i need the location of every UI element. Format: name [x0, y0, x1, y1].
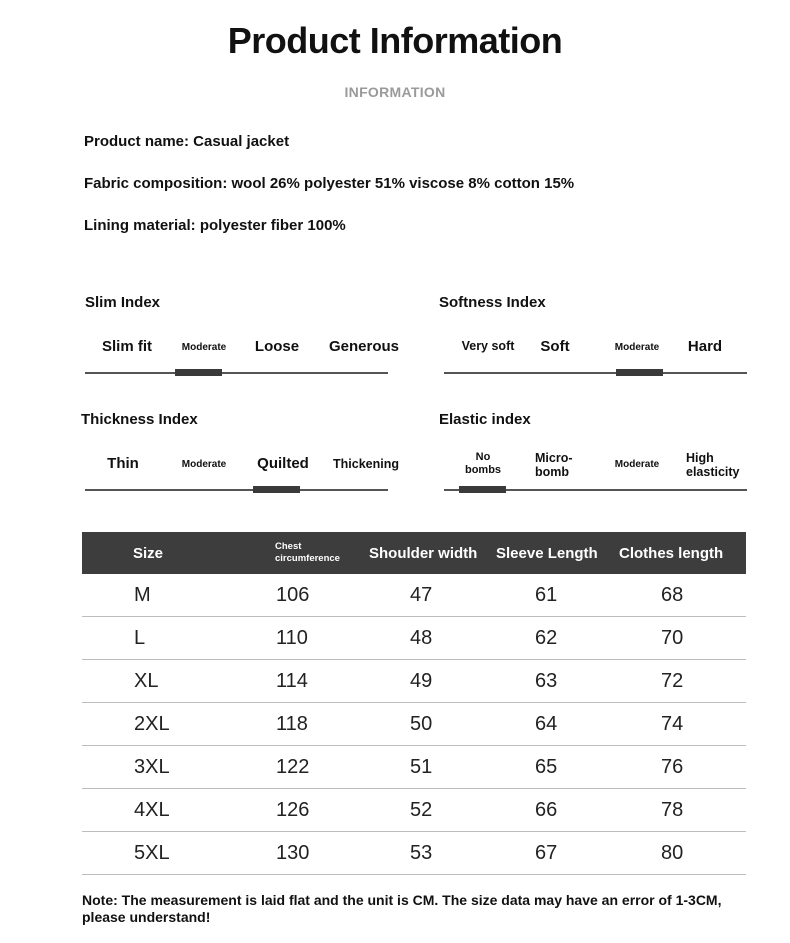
elastic-scale-marker	[459, 486, 506, 493]
softness-label-soft: Soft	[540, 338, 570, 355]
cell-sleeve: 66	[535, 798, 558, 821]
cell-sleeve: 61	[535, 583, 558, 606]
cell-shoulder: 53	[410, 841, 433, 864]
header-shoulder: Shoulder width	[369, 544, 478, 562]
table-row	[82, 832, 746, 875]
thickness-scale-line	[85, 489, 388, 491]
softness-scale-line	[444, 372, 747, 374]
cell-length: 78	[661, 798, 684, 821]
cell-chest: 110	[276, 626, 308, 649]
header-length: Clothes length	[619, 544, 724, 562]
table-row	[82, 746, 746, 789]
cell-sleeve: 63	[535, 669, 558, 692]
cell-length: 72	[661, 669, 684, 692]
thickness-label-moderate: Moderate	[181, 459, 227, 470]
elastic-label-high-elasticity: High elasticity	[686, 451, 740, 480]
elastic-label-no-bombs: No bombs	[464, 451, 502, 476]
elastic-index-title: Elastic index	[439, 411, 531, 428]
cell-sleeve: 67	[535, 841, 558, 864]
elastic-label-micro-bomb: Micro-bomb	[535, 451, 573, 480]
product-name: Product name: Casual jacket	[84, 133, 290, 150]
cell-length: 80	[661, 841, 684, 864]
cell-size: 2XL	[134, 712, 170, 735]
softness-label-hard: Hard	[687, 338, 723, 355]
table-row	[82, 789, 746, 832]
table-row	[82, 574, 746, 617]
cell-size: L	[134, 626, 146, 649]
cell-size: M	[134, 583, 151, 606]
softness-label-moderate: Moderate	[614, 342, 660, 353]
cell-chest: 130	[276, 841, 310, 864]
size-table-body	[82, 574, 746, 875]
cell-chest: 122	[276, 755, 310, 778]
size-table-header	[82, 532, 746, 574]
header-sleeve: Sleeve Length	[496, 544, 598, 562]
fabric-composition: Fabric composition: wool 26% polyester 51% viscose 8% cotton 15%	[84, 175, 575, 192]
softness-scale-marker	[616, 369, 663, 376]
cell-size: 3XL	[134, 755, 170, 778]
softness-index-title: Softness Index	[439, 294, 546, 311]
cell-length: 76	[661, 755, 684, 778]
cell-chest: 118	[276, 712, 308, 735]
cell-sleeve: 64	[535, 712, 558, 735]
thickness-index-title: Thickness Index	[81, 411, 198, 428]
elastic-label-moderate: Moderate	[614, 459, 660, 470]
lining-material: Lining material: polyester fiber 100%	[84, 217, 346, 234]
page-title: Product Information	[227, 20, 563, 61]
cell-shoulder: 47	[410, 583, 433, 606]
cell-length: 74	[661, 712, 684, 735]
cell-length: 70	[661, 626, 684, 649]
table-row	[82, 617, 746, 660]
cell-size: 5XL	[134, 841, 170, 864]
slim-label-slim-fit: Slim fit	[101, 338, 153, 355]
table-row	[82, 660, 746, 703]
cell-shoulder: 52	[410, 798, 433, 821]
cell-sleeve: 62	[535, 626, 558, 649]
measurement-note: Note: The measurement is laid flat and the unit is CM. The size data may have an error of 1-3CM, please understand!	[82, 892, 722, 925]
cell-shoulder: 50	[410, 712, 433, 735]
page-subtitle: INFORMATION	[344, 84, 446, 100]
size-table	[82, 532, 746, 875]
table-row	[82, 703, 746, 746]
slim-index-title: Slim Index	[85, 294, 161, 311]
cell-chest: 106	[276, 583, 310, 606]
slim-label-generous: Generous	[328, 338, 400, 355]
slim-scale-marker	[175, 369, 222, 376]
cell-shoulder: 48	[410, 626, 433, 649]
cell-chest: 114	[276, 669, 308, 692]
cell-length: 68	[661, 583, 684, 606]
slim-label-moderate: Moderate	[181, 342, 227, 353]
thickness-scale-marker	[253, 486, 300, 493]
cell-sleeve: 65	[535, 755, 558, 778]
cell-size: XL	[134, 669, 159, 692]
cell-shoulder: 49	[410, 669, 433, 692]
cell-size: 4XL	[134, 798, 170, 821]
header-chest: Chest circumference	[275, 541, 340, 564]
slim-label-loose: Loose	[254, 338, 300, 355]
softness-label-very-soft: Very soft	[461, 339, 515, 353]
thickness-label-thin: Thin	[107, 455, 139, 472]
thickness-label-quilted: Quilted	[257, 455, 309, 472]
thickness-label-thickening: Thickening	[333, 457, 399, 471]
slim-scale-line	[85, 372, 388, 374]
cell-chest: 126	[276, 798, 310, 821]
cell-shoulder: 51	[410, 755, 433, 778]
header-size: Size	[133, 544, 164, 562]
